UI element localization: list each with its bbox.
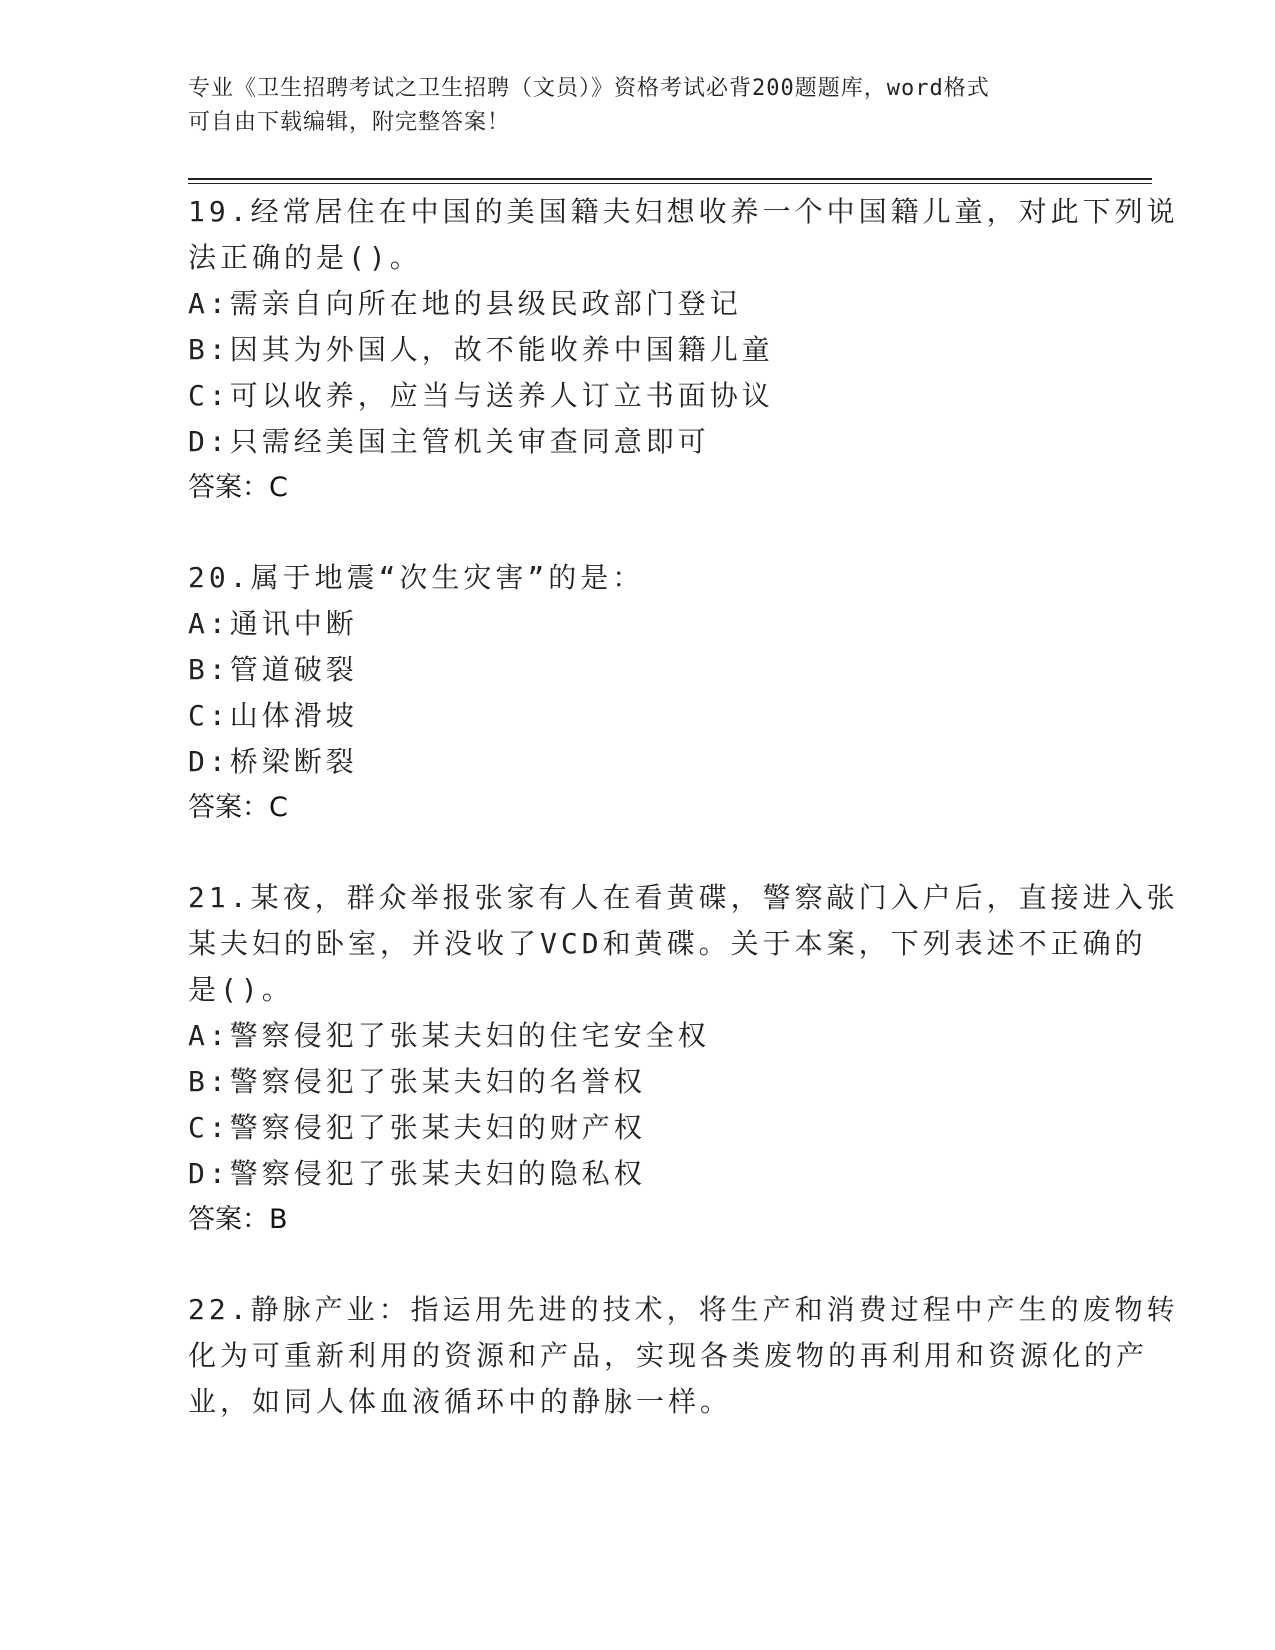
question-stem-line: 某夫妇的卧室，并没收了VCD和黄碟。关于本案，下列表述不正确的 <box>188 927 1147 960</box>
header-divider-thick <box>188 178 1152 180</box>
question-stem-line: 21.某夜，群众举报张家有人在看黄碟，警察敲门入户后，直接进入张 <box>188 881 1179 914</box>
question-stem-line: 22.静脉产业：指运用先进的技术，将生产和消费过程中产生的废物转 <box>188 1293 1179 1326</box>
option-d: D:警察侵犯了张某夫妇的隐私权 <box>188 1157 646 1190</box>
question-stem-line: 19.经常居住在中国的美国籍夫妇想收养一个中国籍儿童，对此下列说 <box>188 195 1179 228</box>
question-19 <box>188 189 1179 511</box>
option-c: C:可以收养，应当与送养人订立书面协议 <box>188 379 774 412</box>
question-20 <box>188 555 1088 831</box>
answer-line: 答案：C <box>188 792 288 823</box>
header-line-1: 专业《卫生招聘考试之卫生招聘（文员）》资格考试必背200题题库，word格式 <box>188 76 990 101</box>
question-21 <box>188 875 1179 1243</box>
question-stem-line: 法正确的是()。 <box>188 241 422 274</box>
option-b: B:警察侵犯了张某夫妇的名誉权 <box>188 1065 646 1098</box>
option-a: A:警察侵犯了张某夫妇的住宅安全权 <box>188 1019 710 1052</box>
document-header <box>188 72 1068 140</box>
question-stem-line: 业，如同人体血液循环中的静脉一样。 <box>188 1385 733 1418</box>
question-stem-line: 20.属于地震“次生灾害”的是： <box>188 561 645 594</box>
header-line-2: 可自由下载编辑，附完整答案！ <box>188 110 511 135</box>
option-a: A:需亲自向所在地的县级民政部门登记 <box>188 287 742 320</box>
question-stem-line: 化为可重新利用的资源和产品，实现各类废物的再利用和资源化的产 <box>188 1339 1149 1372</box>
option-c: C:警察侵犯了张某夫妇的财产权 <box>188 1111 646 1144</box>
header-divider-thin <box>188 183 1152 184</box>
question-list <box>188 189 1179 1469</box>
option-c: C:山体滑坡 <box>188 699 358 732</box>
answer-line: 答案：B <box>188 1204 288 1235</box>
question-stem-line: 是()。 <box>188 973 294 1006</box>
option-b: B:因其为外国人，故不能收养中国籍儿童 <box>188 333 774 366</box>
option-d: D:桥梁断裂 <box>188 745 358 778</box>
option-a: A:通讯中断 <box>188 607 358 640</box>
option-b: B:管道破裂 <box>188 653 358 686</box>
question-22 <box>188 1287 1179 1425</box>
answer-line: 答案：C <box>188 472 288 503</box>
option-d: D:只需经美国主管机关审查同意即可 <box>188 425 710 458</box>
